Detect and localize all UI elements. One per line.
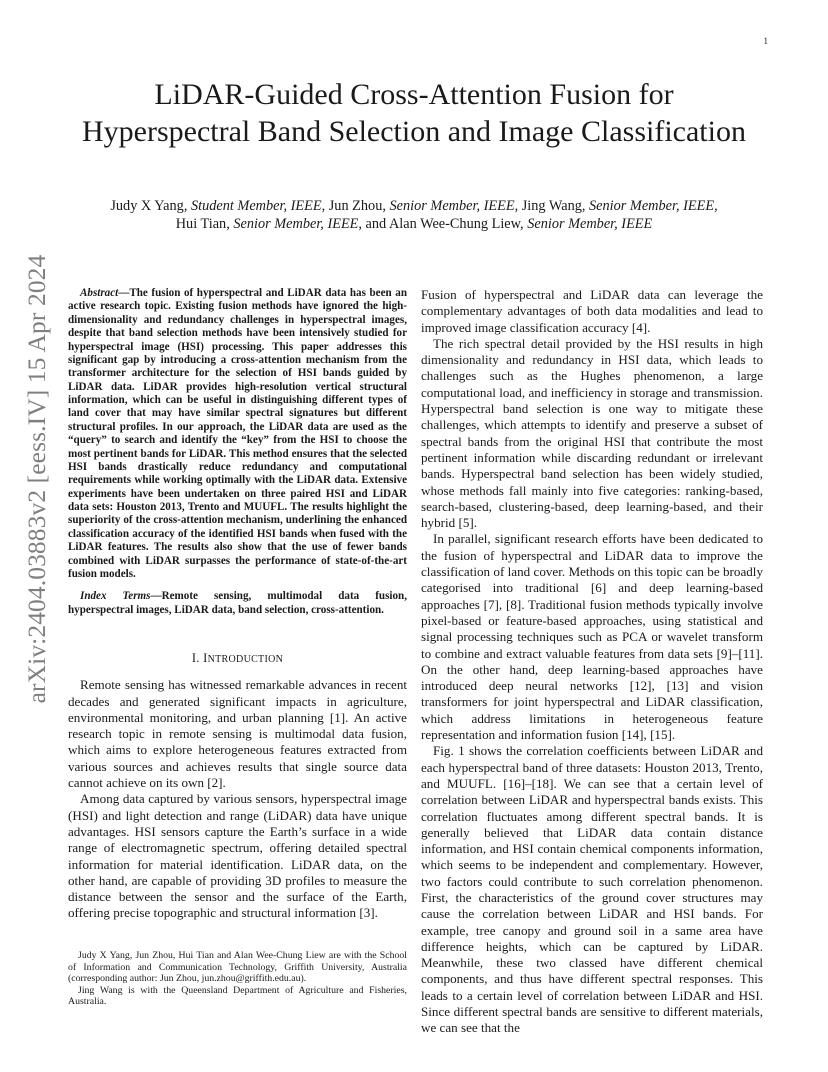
author-line-2 bbox=[70, 215, 758, 233]
author-membership: Senior Member, IEEE bbox=[233, 216, 359, 232]
body-paragraph: Fig. 1 shows the correlation coefficients between LiDAR and each hyperspectral band of three datasets: Houston 2013, Trento, and MUUFL. [16]–[18]. We can see that a certain level of correlation between LiDAR and hyperspectral bands exists. This correlation fluctuates among different spectral bands. It is generally believed that LiDAR data contain distance information, and HSI contain chemical components information, which seems to be independent and complementary. However, two factors could contribute to such correlation phenomenon. First, the characteristics of the ground cover structures may cause the correlation between LiDAR and HSI bands. For example, tree canopy and ground soil in a same area have difference heights, which can be captured by LiDAR. Meanwhile, these two classed have different chemical components, and thus have different spectral responses. This leads to a certain level of correlation between LiDAR and HSI. Since different spectral bands are sensitive to different materials, we can see that the bbox=[421, 743, 763, 1036]
author-separator: , bbox=[714, 198, 718, 214]
author-name: Hui Tian, bbox=[175, 216, 234, 232]
arxiv-identifier-text: arXiv:2404.03883v2 [eess.IV] 15 Apr 2024 bbox=[22, 254, 51, 704]
section-title-rest: NTRODUCTION bbox=[207, 654, 284, 665]
author-membership: Senior Member, IEEE bbox=[527, 216, 653, 232]
author-membership: Student Member, IEEE bbox=[190, 198, 322, 214]
section-title-initial: I bbox=[203, 651, 208, 665]
author-membership: Senior Member, IEEE bbox=[589, 198, 715, 214]
left-column bbox=[68, 287, 407, 922]
index-terms bbox=[68, 590, 407, 617]
author-name: , and Alan Wee-Chung Liew, bbox=[358, 216, 528, 232]
index-terms-label: Index Terms bbox=[80, 590, 151, 603]
index-terms-text: —Remote sensing, multimodal data fusion, hyperspectral images, LiDAR data, band selection, cross-attention. bbox=[68, 590, 407, 616]
body-paragraph: Among data captured by various sensors, hyperspectral image (HSI) and light detection and range (LiDAR) data have unique advantages. HSI sensors capture the Earth’s surface in a wide range of electromagnetic spectrum, offering detailed spectral information for material identification. LiDAR data, on the other hand, are capable of providing 3D profiles to measure the distance between the sensor and the surface of the Earth, offering precise topographic and structural information [3]. bbox=[68, 791, 407, 921]
body-paragraph: Fusion of hyperspectral and LiDAR data can leverage the complementary advantages of both data modalities and lead to improved image classification accuracy [4]. bbox=[421, 287, 763, 335]
author-list bbox=[70, 197, 758, 233]
right-column bbox=[421, 287, 763, 1037]
paper-title: LiDAR-Guided Cross-Attention Fusion for Hyperspectral Band Selection and Image Classification bbox=[82, 78, 746, 148]
footnote-affiliation: Judy X Yang, Jun Zhou, Hui Tian and Alan Wee-Chung Liew are with the School of Information and Communication Technology, Griffith University, Australia (corresponding author: Jun Zhou, jun.zhou@griffith.edu.au). bbox=[68, 950, 407, 984]
body-paragraph: Remote sensing has witnessed remarkable advances in recent decades and generated significant impacts in agriculture, environmental monitoring, and urban planning [1]. An active research topic in remote sensing is multimodal data fusion, which aims to explore heterogeneous features extracted from various sources and achieves results that single source data cannot achieve on its own [2]. bbox=[68, 677, 407, 791]
footnotes bbox=[68, 950, 407, 1008]
author-name: , Jing Wang, bbox=[514, 198, 590, 214]
author-line-1 bbox=[70, 197, 758, 215]
body-paragraph: The rich spectral detail provided by the HSI results in high dimensionality and redundancy in HSI data, which leads to challenges such as the Hughes phenomenon, a large computational load, and inefficiency in storage and transmission. Hyperspectral band selection is one way to mitigate these challenges, which attempts to identify and preserve a subset of spectral bands from the original HSI that contribute the most pertinent information while discarding redundant or irrelevant bands. Hyperspectral band selection has been widely studied, whose methods fall mainly into five categories: ranking-based, search-based, clustering-based, deep learning-based, and their hybrid [5]. bbox=[421, 335, 763, 531]
body-paragraph: In parallel, significant research efforts have been dedicated to the fusion of hyperspectral and LiDAR data to improve the classification of land cover. Methods on this topic can be broadly categorised into traditional [6] and deep learning-based approaches [7], [8]. Traditional fusion methods typically involve pixel-based or feature-based approaches, using statistical and signal processing techniques such as PCA or wavelet transform to combine and extract valuable features from data sets [9]–[11]. On the other hand, deep learning-based approaches have introduced deep neural networks [12], [13] and vision transformers for joint hyperspectral and LiDAR classification, which address limitations in heterogeneous feature representation and information fusion [14], [15]. bbox=[421, 531, 763, 743]
section-number: I. bbox=[191, 651, 204, 665]
author-name: Judy X Yang, bbox=[110, 198, 191, 214]
page-number: 1 bbox=[763, 36, 768, 46]
author-membership: Senior Member, IEEE bbox=[389, 198, 515, 214]
section-heading-introduction bbox=[68, 650, 407, 668]
footnote-affiliation: Jing Wang is with the Queensland Department of Agriculture and Fisheries, Australia. bbox=[68, 984, 407, 1007]
author-name: , Jun Zhou, bbox=[321, 198, 390, 214]
abstract-label: Abstract bbox=[80, 287, 119, 299]
abstract bbox=[68, 287, 407, 581]
arxiv-identifier-stamp[interactable] bbox=[22, 254, 51, 704]
abstract-text: —The fusion of hyperspectral and LiDAR data has been an active research topic. Existing fusion methods have ignored the high-dimensionality and redundancy challenges in hyperspectral images, despite that band selection methods have been intensively studied for hyperspectral image (HSI) processing. This paper addresses this significant gap by introducing a cross-attention mechanism from the transformer architecture for the selection of HSI bands guided by LiDAR data. LiDAR provides high-resolution vertical structural information, which can be useful in distinguishing different types of land cover that may have similar spectral signatures but different structural profiles. In our approach, the LiDAR data are used as the “query” to search and identify the “key” from the HSI to choose the most pertinent bands for LiDAR. This method ensures that the selected HSI bands drastically reduce redundancy and computational requirements while working optimally with the LiDAR data. Extensive experiments have been undertaken on three paired HSI and LiDAR data sets: Houston 2013, Trento and MUUFL. The results highlight the superiority of the cross-attention mechanism, underlining the enhanced classification accuracy of the identified HSI bands when fused with the LiDAR features. The results also show that the use of fewer bands combined with LiDAR surpasses the performance of state-of-the-art fusion models. bbox=[68, 287, 407, 580]
